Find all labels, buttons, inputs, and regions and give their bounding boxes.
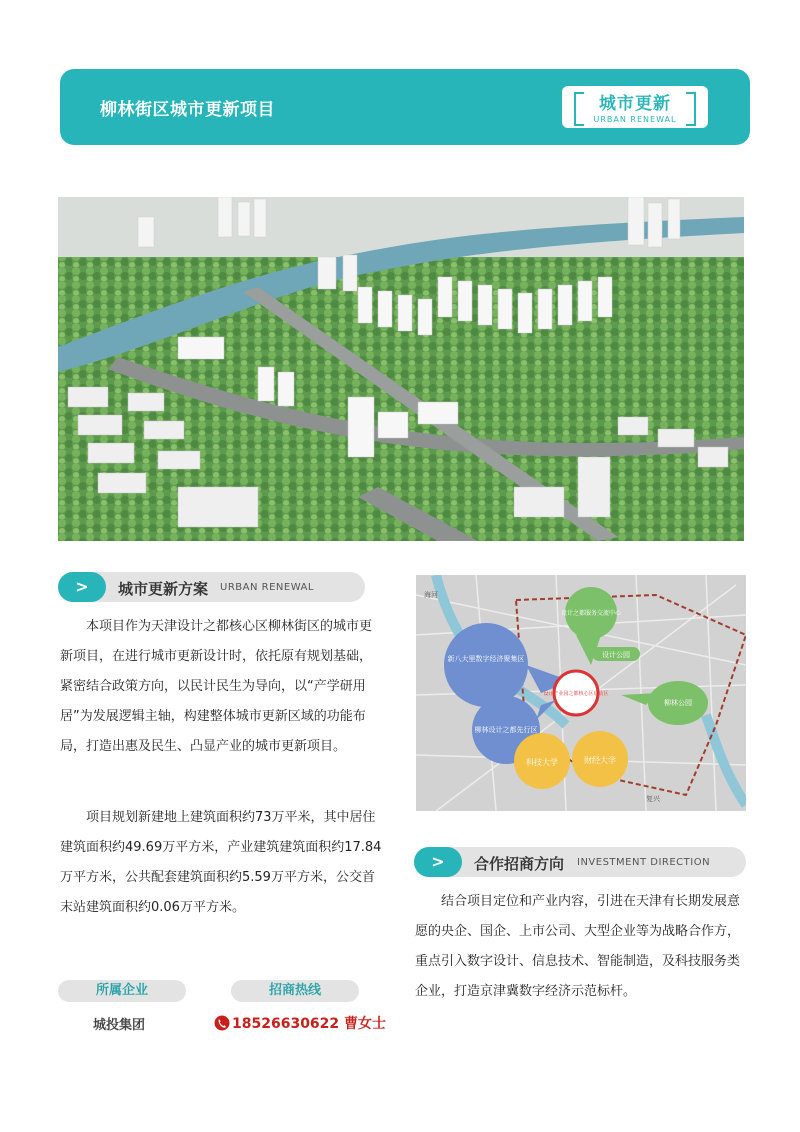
- company-label-pill: 所属企业: [58, 980, 186, 1002]
- map-river-label: 海河: [424, 591, 438, 599]
- hotline-number: 18526630622 曹女士: [232, 1016, 387, 1032]
- label-finance-university: 财经大学: [584, 756, 616, 765]
- aerial-scene-illustration: [58, 197, 744, 541]
- aerial-rendering-image: [58, 197, 744, 541]
- section-heading-investment: [414, 847, 746, 877]
- map-road-label: 复兴: [646, 795, 660, 803]
- section-title-cn: 合作招商方向: [474, 855, 565, 873]
- badge-title-en: URBAN RENEWAL: [593, 115, 677, 124]
- arrow-right-icon: >: [58, 572, 106, 602]
- bracket-left-icon: [574, 92, 584, 126]
- label-service-center: 设计之都服务交流中心: [560, 610, 622, 617]
- renewal-paragraph-2: 项目规划新建地上建筑面积约73万平米，其中居住建筑面积约49.69万平方米，产业建筑建筑面积约17.84万平方米，公共配套建筑面积约5.59万平方米，公交首末站建筑面积约0.06万平方米。: [60, 810, 382, 915]
- company-name: 城投集团: [93, 1018, 146, 1033]
- label-digital-economy: 新八大里数字经济聚集区: [447, 655, 525, 663]
- page-title: 柳林街区城市更新项目: [100, 100, 275, 120]
- label-tech-university: 科技大学: [526, 758, 558, 767]
- location-map-image: [416, 575, 746, 811]
- investment-paragraph: 结合项目定位和产业内容，引进在天津有长期发展意愿的央企、国企、上市公司、大型企业等为战略合作方，重点引入数字设计、信息技术、智能制造，及科技服务类企业，打造京津冀数字经济示范标杆。: [415, 894, 741, 999]
- bubble-digital-economy: [444, 623, 528, 707]
- bracket-right-icon: [686, 92, 696, 126]
- arrow-right-icon: >: [414, 847, 462, 877]
- badge-title-cn: 城市更新: [599, 94, 671, 114]
- section-title-cn: 城市更新方案: [118, 580, 209, 598]
- section-title-en: URBAN RENEWAL: [220, 582, 314, 593]
- label-pilot-zone: 柳林设计之都先行区: [474, 726, 538, 734]
- hotline-contact[interactable]: [214, 1013, 386, 1035]
- header-bar: [60, 69, 750, 145]
- label-liulin-park: 柳林公园: [664, 699, 692, 707]
- section-title-en: INVESTMENT DIRECTION: [577, 857, 711, 868]
- phone-icon: [214, 1015, 230, 1035]
- label-core-zone: 设计产业园之都核心区启动区: [543, 691, 609, 697]
- category-badge: [562, 86, 708, 128]
- location-map-illustration: [416, 575, 746, 811]
- label-design-park: 设计公园: [602, 651, 630, 659]
- renewal-paragraph-1: 本项目作为天津设计之都核心区柳林街区的城市更新项目，在进行城市更新设计时，依托原有规划基础，紧密结合政策方向，以民计民生为导向，以“产学研用居”为发展逻辑主轴，构建整体城市更新区域的功能布局，打造出惠及民生、凸显产业的城市更新项目。: [60, 619, 373, 754]
- hotline-label-pill: 招商热线: [231, 980, 359, 1002]
- section-heading-urban-renewal: [58, 572, 365, 602]
